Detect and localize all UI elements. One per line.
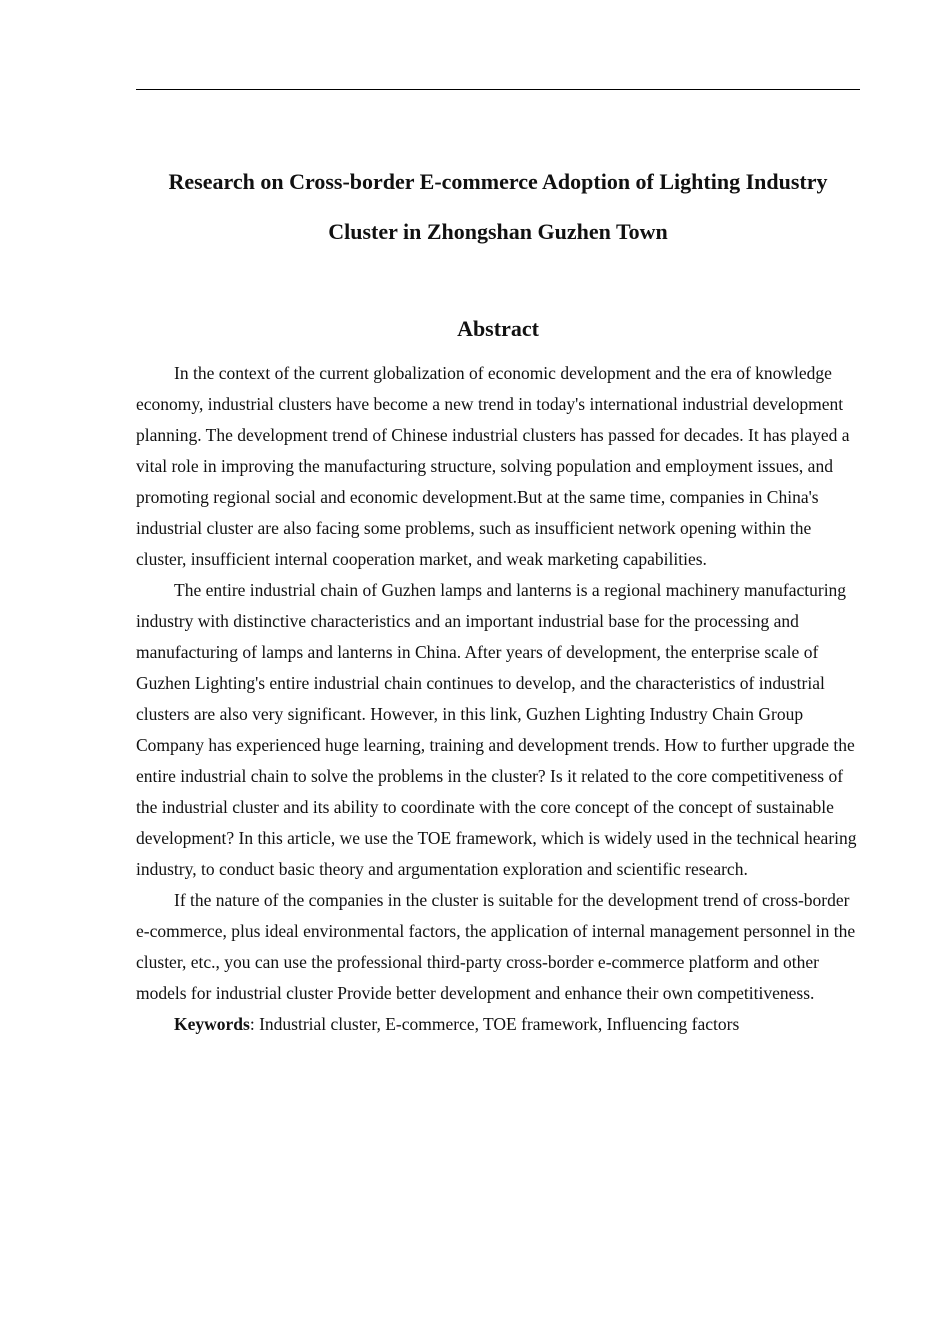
abstract-heading: Abstract [457, 316, 539, 341]
keywords-line [136, 1009, 860, 1040]
paper-title [136, 157, 860, 257]
keywords-text: : Industrial cluster, E-commerce, TOE framework, Influencing factors [249, 1014, 740, 1034]
title-line-2: Cluster in Zhongshan Guzhen Town [328, 219, 668, 244]
abstract-paragraph-1: In the context of the current globalization of economic development and the era of knowledge economy, industrial clusters have become a new trend in today's international industrial development planning. The development trend of Chinese industrial clusters has passed for decades. It has played a vital role in improving the manufacturing structure, solving population and employment issues, and promoting regional social and economic development.But at the same time, companies in China's industrial cluster are also facing some problems, such as insufficient network opening within the cluster, insufficient internal cooperation market, and weak marketing capabilities. [136, 363, 850, 569]
keywords-label: Keywords [174, 1014, 250, 1034]
header-rule [136, 89, 860, 90]
abstract-paragraph-3: If the nature of the companies in the cluster is suitable for the development trend of cross-border e-commerce, plus ideal environmental factors, the application of internal management personnel in the cluster, etc., you can use the professional third-party cross-border e-commerce platform and other models for industrial cluster Provide better development and enhance their own competitiveness. [136, 890, 856, 1003]
title-line-1: Research on Cross-border E-commerce Adoption of Lighting Industry [168, 169, 828, 194]
abstract-paragraph-2: The entire industrial chain of Guzhen lamps and lanterns is a regional machinery manufacturing industry with distinctive characteristics and an important industrial base for the processing and manufacturing of lamps and lanterns in China. After years of development, the enterprise scale of Guzhen Lighting's entire industrial chain continues to develop, and the characteristics of industrial clusters are also very significant. However, in this link, Guzhen Lighting Industry Chain Group Company has experienced huge learning, training and development trends. How to further upgrade the entire industrial chain to solve the problems in the cluster? Is it related to the core competitiveness of the industrial cluster and its ability to coordinate with the core concept of the concept of sustainable development? In this article, we use the TOE framework, which is widely used in the technical hearing industry, to conduct basic theory and argumentation exploration and scientific research. [136, 580, 857, 879]
abstract-body [136, 358, 860, 1040]
